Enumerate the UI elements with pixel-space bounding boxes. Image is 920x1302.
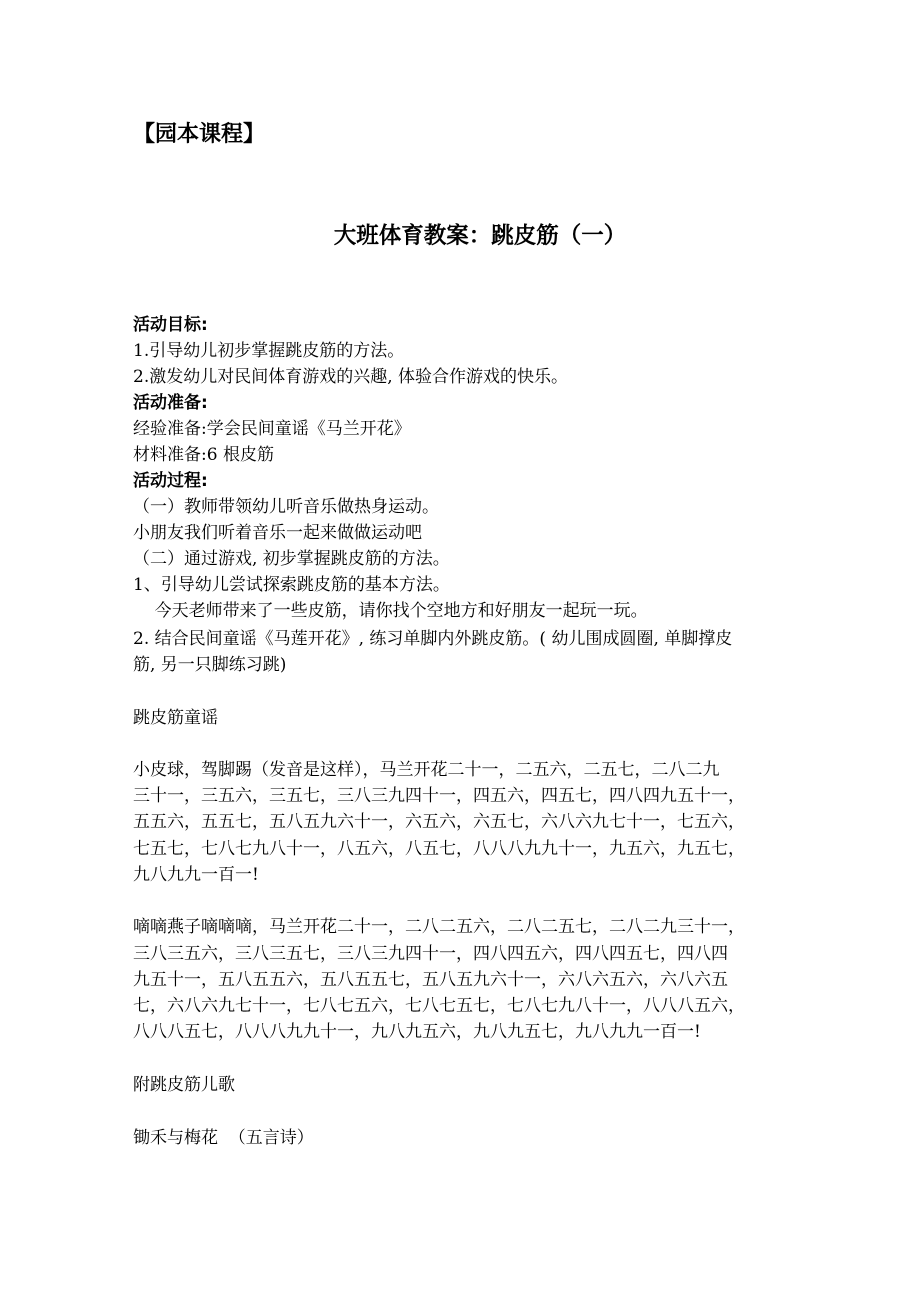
process-line: 筋, 另一只脚练习跳) [133, 655, 287, 675]
rhyme1-line: 七五七，七八七九八十一，八五六，八五七，八八八九九十一，九五六，九五七， [133, 839, 745, 859]
goal-item-2: 2.激发幼儿对民间体育游戏的兴趣, 体验合作游戏的快乐。 [133, 367, 569, 387]
process-line: 小朋友我们听着音乐一起来做做运动吧 [133, 523, 422, 543]
page-title: 大班体育教案：跳皮筋（一） [333, 223, 627, 249]
rhyme1-line: 九八九九一百一! [133, 865, 259, 885]
prep-item-1: 经验准备:学会民间童谣《马兰开花》 [133, 419, 411, 439]
rhyme2-line: 九五十一，五八五五六，五八五五七，五八五九六十一，六八六五六，六八六五 [133, 970, 728, 990]
rhyme2-line: 三八三五六，三八三五七，三八三九四十一，四八四五六，四八四五七，四八四 [133, 944, 728, 964]
rhyme-heading: 跳皮筋童谣 [133, 708, 218, 728]
process-line: （二）通过游戏, 初步掌握跳皮筋的方法。 [133, 549, 450, 569]
goals-heading: 活动目标: [133, 315, 208, 335]
process-line: 今天老师带来了一些皮筋，请你找个空地方和好朋友一起玩一玩。 [133, 601, 648, 621]
prep-heading: 活动准备: [133, 393, 208, 413]
prep-item-2: 材料准备:6 根皮筋 [133, 445, 274, 465]
rhyme2-line: 八八八五七，八八八九九十一，九八九五六，九八九五七，九八九九一百一! [133, 1022, 701, 1042]
rhyme2-line: 嘀嘀燕子嘀嘀嘀，马兰开花二十一，二八二五六，二八二五七，二八二九三十一， [133, 917, 745, 937]
goal-item-1: 1.引导幼儿初步掌握跳皮筋的方法。 [133, 341, 405, 361]
rhyme1-line: 三十一，三五六，三五七，三八三九四十一，四五六，四五七，四八四九五十一， [133, 786, 745, 806]
process-heading: 活动过程: [133, 471, 208, 491]
rhyme2-line: 七，六八六九七十一，七八七五六，七八七五七，七八七九八十一，八八八五六， [133, 996, 745, 1016]
rhyme1-line: 五五六，五五七，五八五九六十一，六五六，六五七，六八六九七十一，七五六， [133, 812, 745, 832]
process-line: 2. 结合民间童谣《马莲开花》, 练习单脚内外跳皮筋。( 幼儿围成圆圈, 单脚撑皮 [133, 629, 733, 649]
process-line: 1、引导幼儿尝试探索跳皮筋的基本方法。 [133, 575, 450, 595]
appendix-heading: 附跳皮筋儿歌 [133, 1075, 235, 1095]
process-line: （一）教师带领幼儿听音乐做热身运动。 [133, 497, 439, 517]
poem-title: 锄禾与梅花 （五言诗） [133, 1128, 314, 1148]
rhyme1-line: 小皮球，驾脚踢（发音是这样），马兰开花二十一，二五六，二五七，二八二九 [133, 760, 720, 780]
course-tag: 【园本课程】 [133, 122, 266, 147]
